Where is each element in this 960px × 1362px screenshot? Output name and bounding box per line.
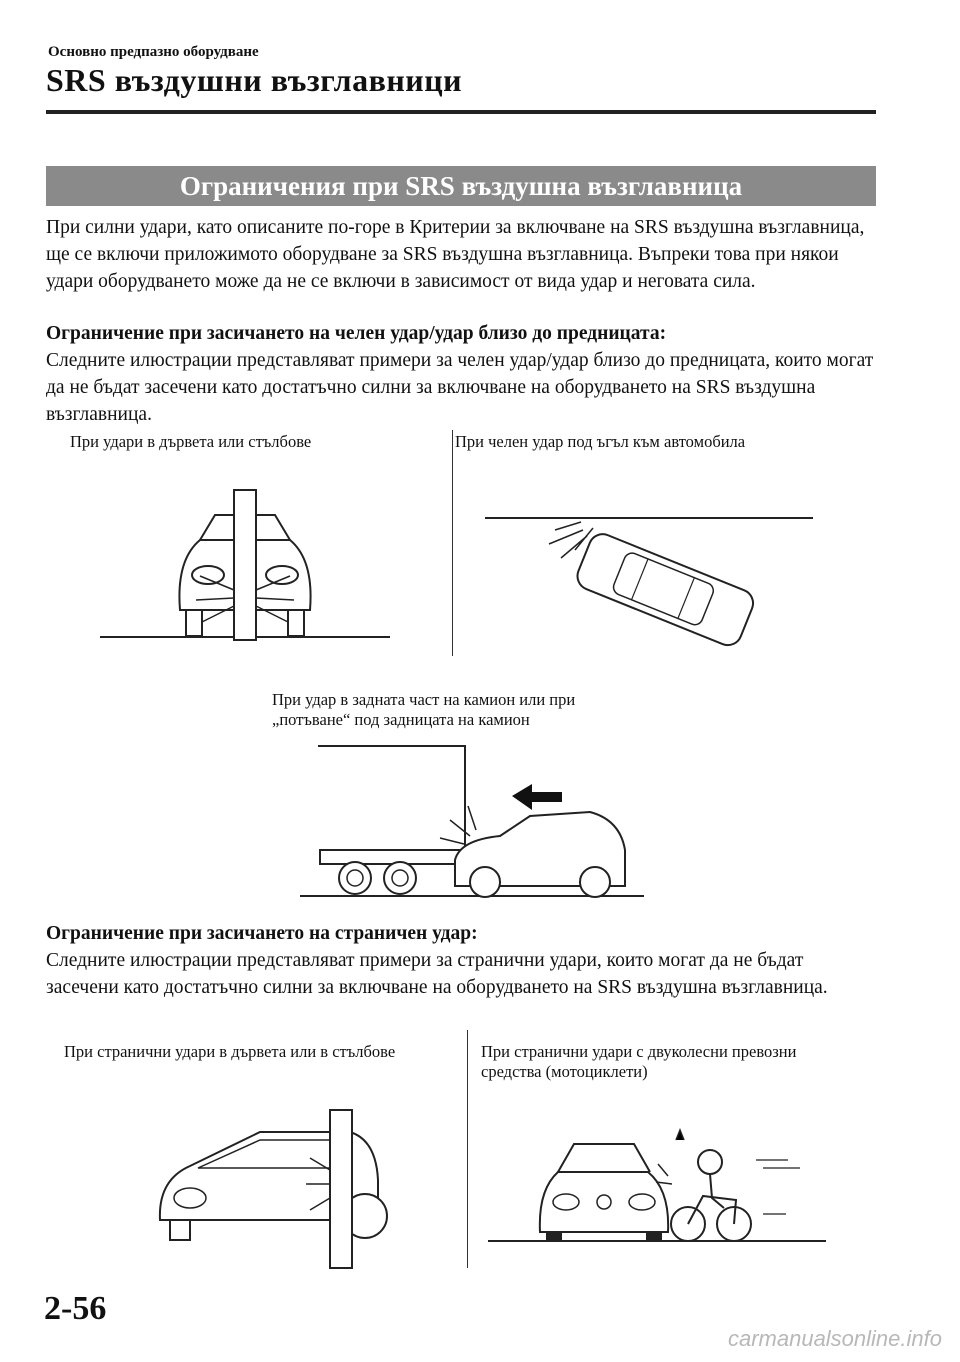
side-paragraph: Следните илюстрации представляват примери за странични удари, които могат да не бъдат засечени като достатъчно силни за включване на оборудването на SRS въздушна възглавница.: [46, 950, 828, 998]
caption-truck-line2: „потъване“ под задницата на камион: [272, 710, 530, 729]
frontal-heading: Ограничение при засичането на челен удар/удар близо до предницата:: [46, 323, 667, 344]
illustration-angle-impact: [485, 500, 825, 650]
breadcrumb: Основно предпазно оборудване: [48, 44, 259, 60]
side-heading: Ограничение при засичането на страничен удар:: [46, 923, 478, 944]
watermark: carmanualsonline.info: [727, 1326, 942, 1351]
illustration-motorcycle: [488, 1120, 833, 1250]
frontal-paragraph: Следните илюстрации представляват примери за челен удар/удар близо до предницата, които могат да не бъдат засечени като достатъчно силни за включване на оборудването на SRS въздушна възглавница.: [46, 350, 874, 425]
page-number: 2-56: [44, 1290, 107, 1327]
illustration-divider-side: [467, 1030, 468, 1268]
illustration-divider: [452, 430, 453, 656]
caption-angle-frontal: При челен удар под ъгъл към автомобила: [455, 432, 746, 451]
page-title: SRS въздушни възглавници: [46, 62, 463, 98]
header-rule: [46, 110, 876, 114]
illustration-pole-side: [150, 1110, 400, 1270]
section-title-bar: Ограничения при SRS въздушна възглавница: [46, 166, 876, 206]
caption-trees-frontal: При удари в дървета или стълбове: [70, 432, 312, 451]
caption-truck-line1: При удар в задната част на камион или при: [272, 690, 576, 709]
intro-paragraph: При силни удари, като описаните по-горе в Критерии за включване на SRS въздушна възглавница, ще се включи приложимото оборудване за SRS въздушна възглавница. Въпреки това при някои удари оборудването може да не се включи в зависимост от вида удар и неговата сила.: [46, 217, 865, 292]
caption-moto-line1: При странични удари с двуколесни превозни: [481, 1042, 797, 1061]
illustration-truck-underride: [300, 740, 650, 900]
caption-moto-line2: средства (мотоциклети): [481, 1062, 648, 1081]
illustration-pole-front: [100, 480, 400, 650]
caption-trees-side: При странични удари в дървета или в стълбове: [64, 1042, 396, 1061]
